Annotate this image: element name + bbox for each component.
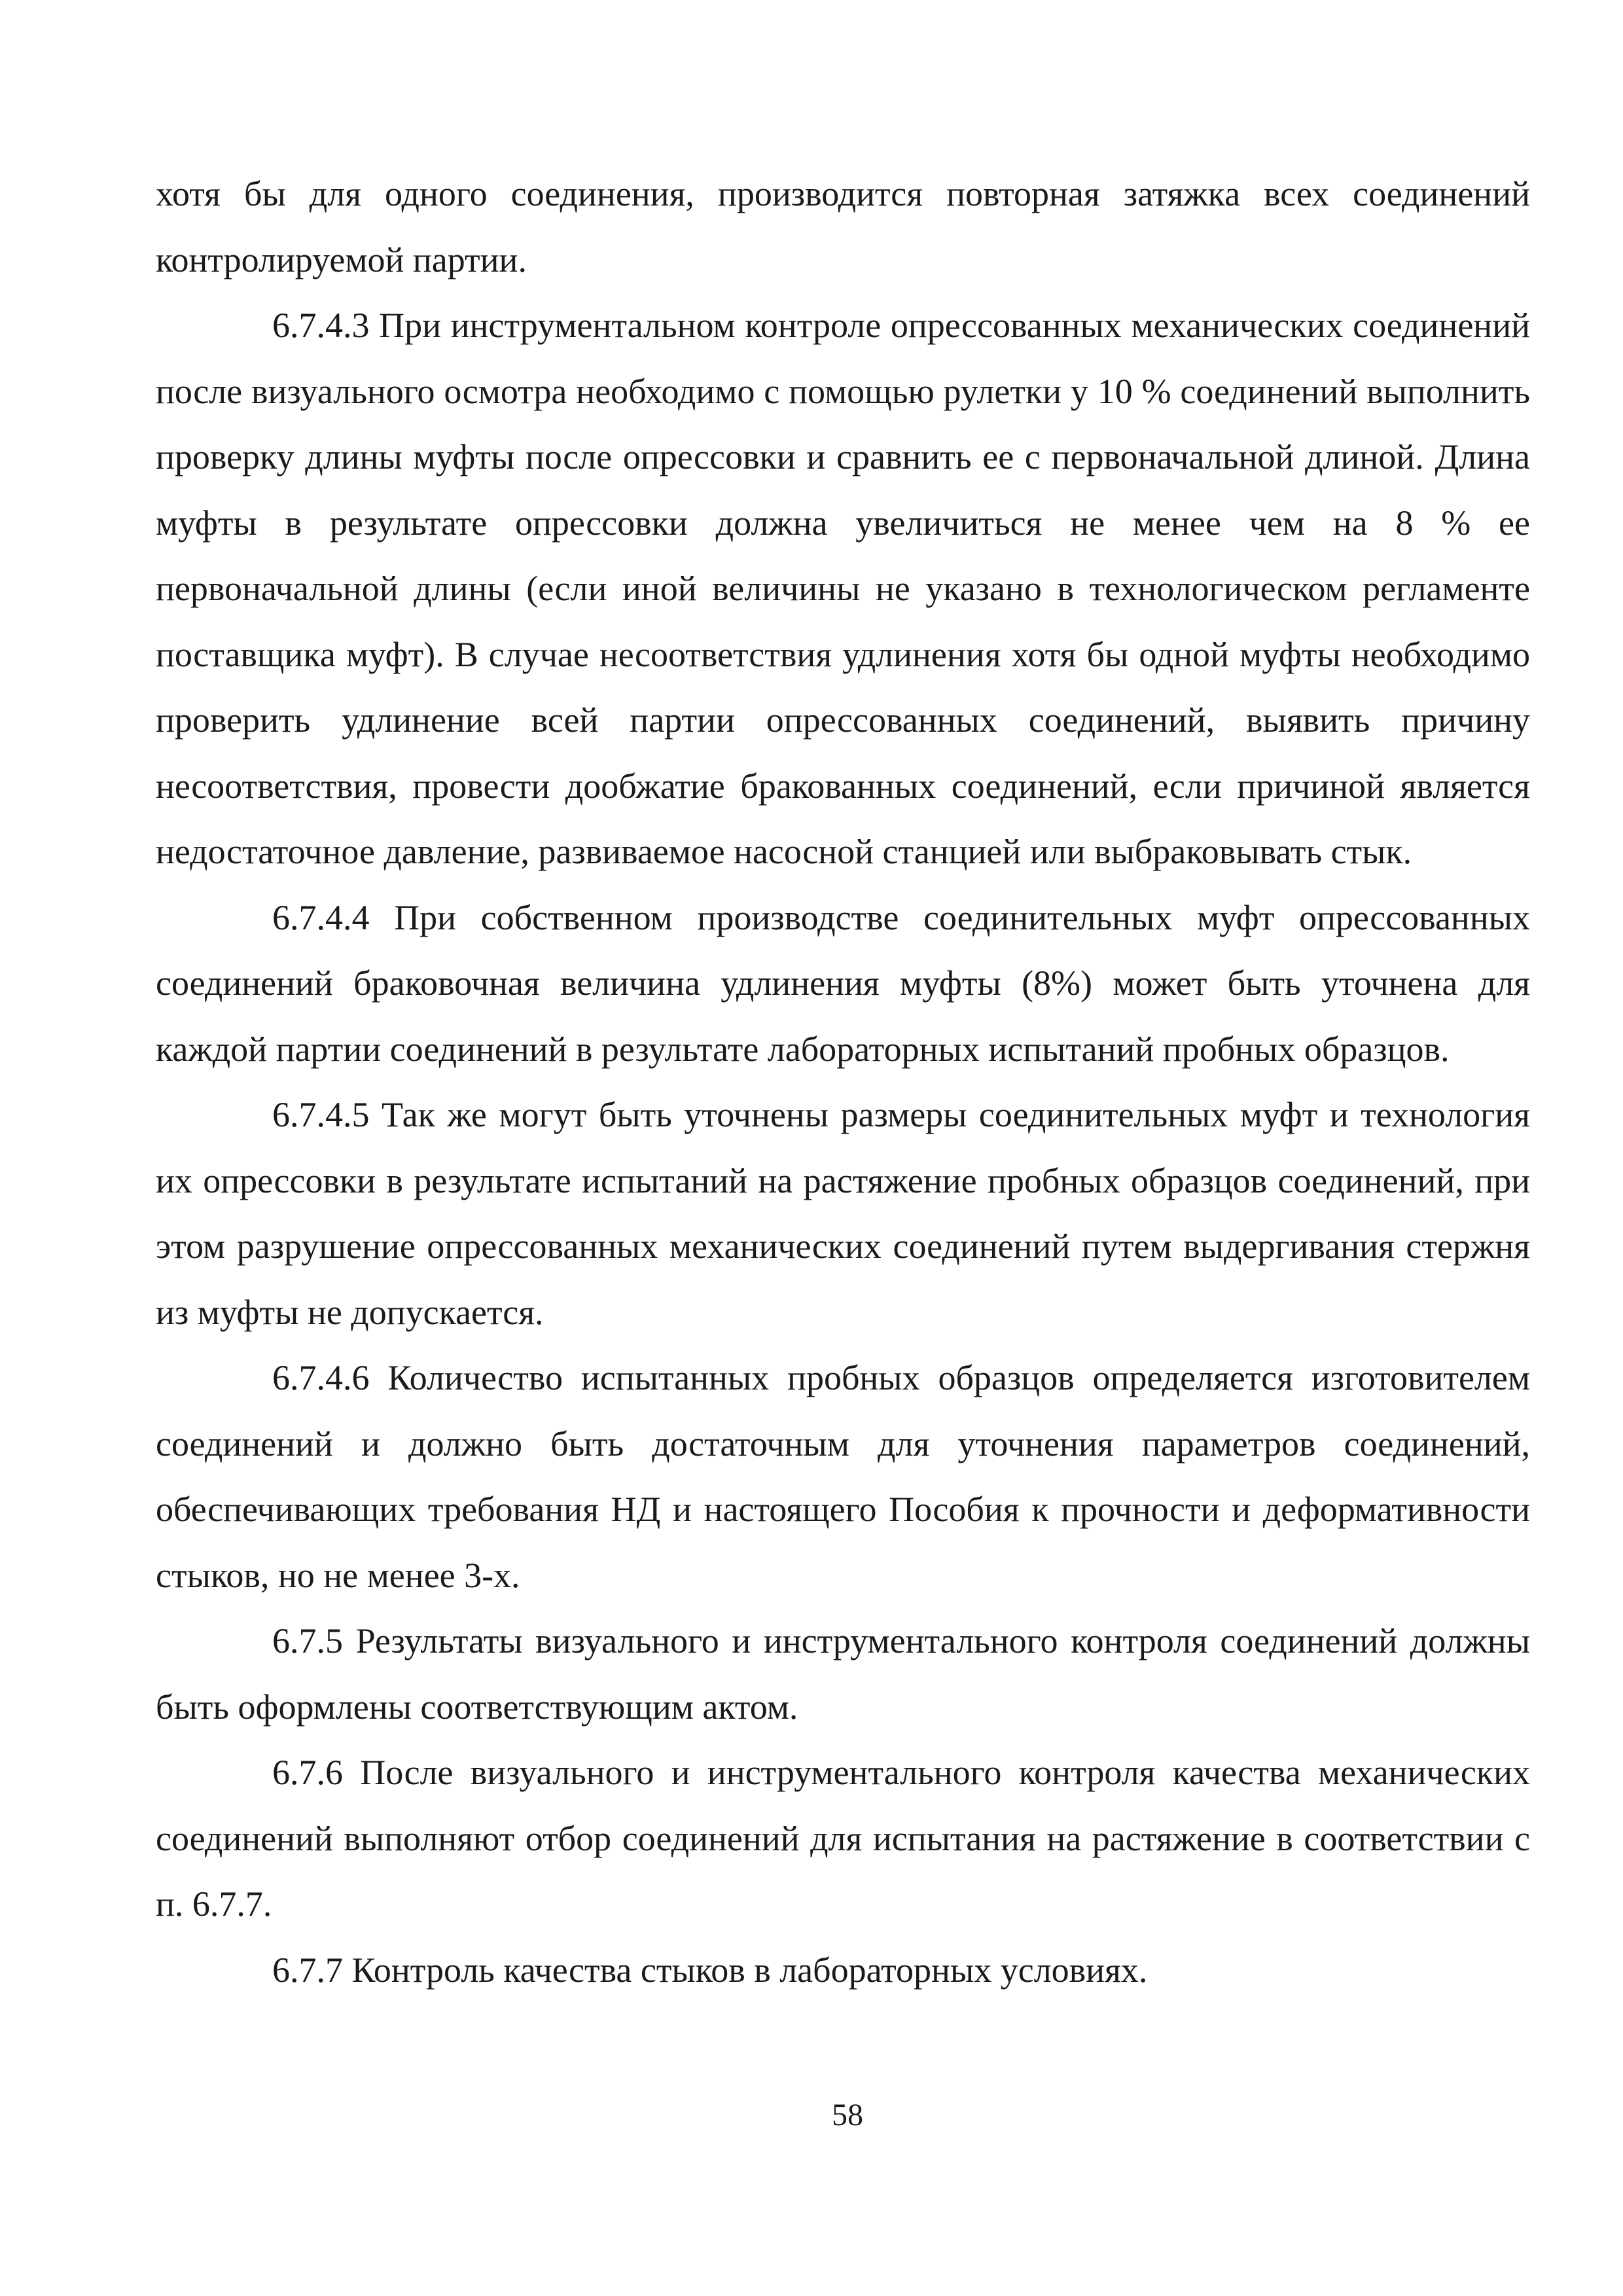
paragraph-6-7-7: 6.7.7 Контроль качества стыков в лабораторных условиях. <box>272 1950 1148 1990</box>
paragraph-6-7-6: 6.7.6 После визуального и инструментального контроля качества механических соединений выполняют отбор соединений для испытания на растяжение в соответствии с п. 6.7.7. <box>156 1753 1530 1924</box>
paragraph-6-7-4-3: 6.7.4.3 При инструментальном контроле опрессованных механических соединений после визуального осмотра необходимо с помощью рулетки у 10 % соединений выполнить проверку длины муфты после опрессовки и сравнить ее с первоначальной длиной. Длина муфты в результате опрессовки должна увеличиться не менее чем на 8 % ее первоначальной длины (если иной величины не указано в технологическом регламенте поставщика муфт). В случае несоответствия удлинения хотя бы одной муфты необходимо проверить удлинение всей партии опрессованных соединений, выявить причину несоответствия, провести дообжатие бракованных соединений, если причиной является недостаточное давление, развиваемое насосной станцией или выбраковывать стык. <box>156 306 1530 871</box>
paragraph-6-7-4-6: 6.7.4.6 Количество испытанных пробных образцов определяется изготовителем соединений и должно быть достаточным для уточнения параметров соединений, обеспечивающих требования НД и настоящего Пособия к прочности и деформативности стыков, но не менее 3-х. <box>156 1358 1530 1595</box>
body-text <box>156 161 1530 2003</box>
paragraph-6-7-5: 6.7.5 Результаты визуального и инструментального контроля соединений должны быть оформлены соответствующим актом. <box>156 1621 1530 1727</box>
paragraph-6-7-4-4: 6.7.4.4 При собственном производстве соединительных муфт опрессованных соединений браковочная величина удлинения муфты (8%) может быть уточнена для каждой партии соединений в результате лабораторных испытаний пробных образцов. <box>156 897 1530 1069</box>
paragraph-6-7-4-5: 6.7.4.5 Так же могут быть уточнены размеры соединительных муфт и технология их опрессовки в результате испытаний на растяжение пробных образцов соединений, при этом разрушение опрессованных механических соединений путем выдергивания стержня из муфты не допускается. <box>156 1095 1530 1332</box>
page-number: 58 <box>832 2098 863 2132</box>
paragraph-continuation: хотя бы для одного соединения, производится повторная затяжка всех соединений контролируемой партии. <box>156 174 1530 279</box>
